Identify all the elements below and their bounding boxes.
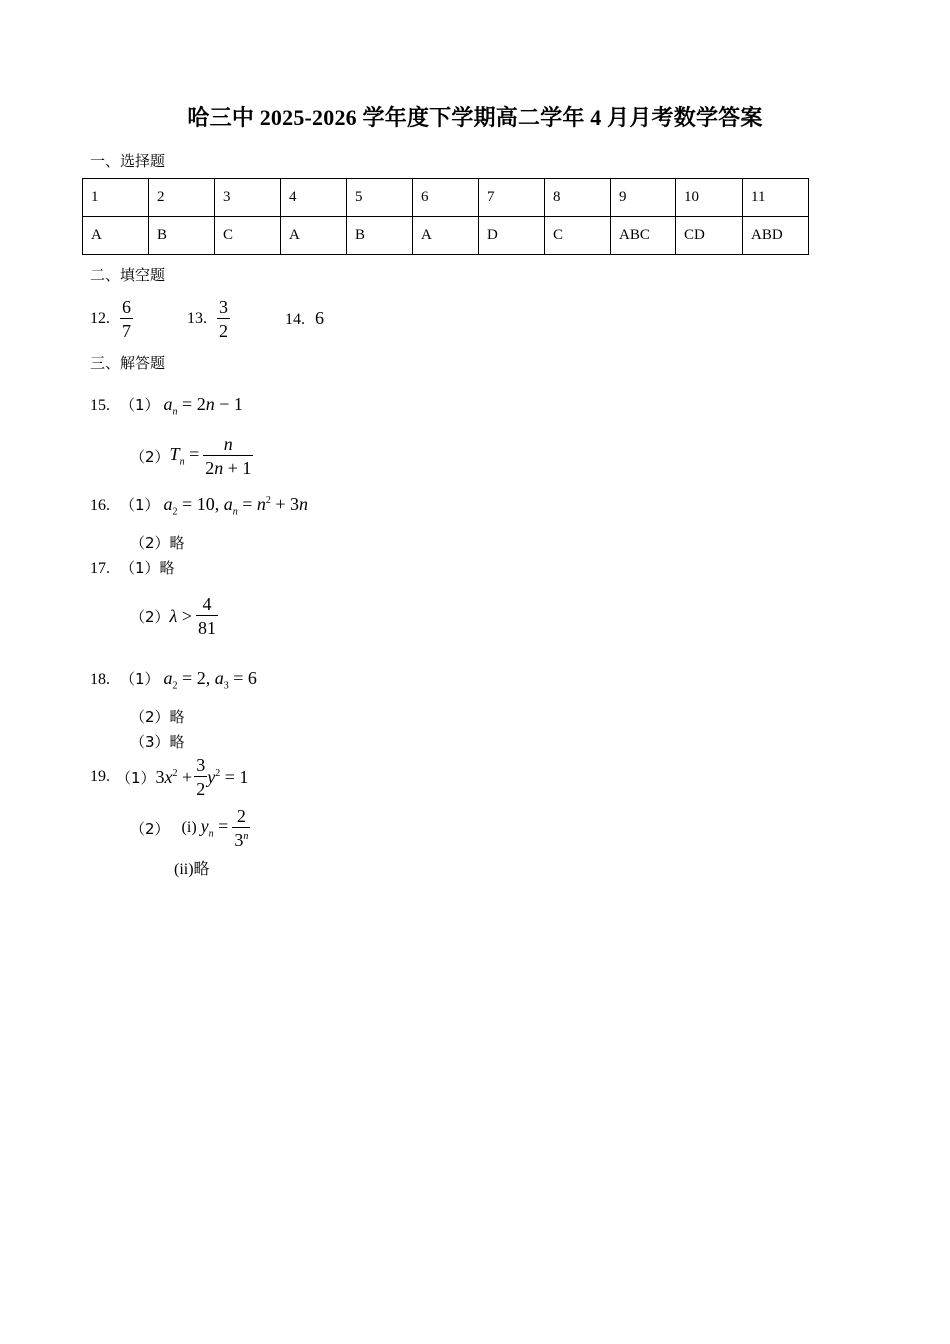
section-heading-fill: 二、填空题	[90, 266, 166, 284]
answer-16-part1	[90, 494, 308, 518]
numerator: 2	[236, 806, 246, 826]
table-row-answers	[83, 217, 809, 255]
part-label: （1）略	[120, 559, 175, 577]
part-label: （1）	[120, 670, 160, 688]
table-cell: C	[545, 217, 611, 255]
formula-lambda: λ >	[169, 605, 192, 626]
denominator: 7	[120, 318, 133, 340]
part-label: （2）	[130, 447, 170, 466]
table-cell: A	[281, 217, 347, 255]
table-row-numbers	[83, 179, 809, 217]
page-title: 哈三中 2025-2026 学年度下学期高二学年 4 月月考数学答案	[187, 105, 763, 130]
table-cell: A	[413, 217, 479, 255]
answer-19-part1	[90, 753, 248, 801]
table-cell: 9	[611, 179, 676, 217]
table-cell: 2	[149, 179, 215, 217]
question-number: 16.	[90, 497, 110, 514]
section-heading-solve: 三、解答题	[90, 354, 166, 372]
table-cell: B	[347, 217, 413, 255]
table-cell: 8	[545, 179, 611, 217]
fraction	[203, 435, 253, 477]
table-cell: 11	[743, 179, 809, 217]
answer-18-part1	[90, 668, 257, 692]
answer-18-part2: （2）略	[130, 708, 185, 726]
part-label: （1）	[120, 496, 160, 514]
answer-17-part2	[130, 592, 218, 640]
numerator: 6	[122, 297, 131, 317]
answer-17-part1	[90, 557, 175, 578]
question-number: 19.	[90, 768, 110, 785]
denominator: 81	[196, 615, 218, 637]
answer-15-part1	[90, 394, 243, 418]
answer-16-part2: （2）略	[130, 534, 185, 552]
formula-ellipse: $3x^2$ +	[155, 766, 193, 787]
fraction	[232, 807, 250, 849]
table-cell: 3	[215, 179, 281, 217]
denominator: 2	[217, 318, 230, 340]
question-number: 18.	[90, 671, 110, 688]
table-cell: 5	[347, 179, 413, 217]
table-cell: ABC	[611, 217, 676, 255]
fraction	[120, 298, 133, 340]
table-cell: 4	[281, 179, 347, 217]
question-number: 14.	[285, 311, 305, 328]
numerator: 3	[219, 297, 228, 317]
table-cell: 1	[83, 179, 149, 217]
answer-19-part2	[130, 804, 250, 852]
table-cell: D	[479, 217, 545, 255]
answer-14	[285, 308, 324, 329]
answer-15-part2	[130, 432, 253, 480]
fraction	[217, 298, 230, 340]
table-cell: A	[83, 217, 149, 255]
subpart-label: (i)	[181, 819, 197, 836]
formula-yn: $y_n$ =	[200, 816, 229, 840]
answer-13	[187, 296, 230, 342]
table-cell: CD	[676, 217, 743, 255]
numerator: n	[223, 434, 233, 454]
table-cell: ABD	[743, 217, 809, 255]
question-number: 12.	[90, 310, 110, 327]
numerator: 3	[196, 755, 206, 775]
denominator: 2	[194, 776, 207, 798]
table-cell: B	[149, 217, 215, 255]
numerator: 4	[202, 594, 212, 614]
table-cell: 7	[479, 179, 545, 217]
denominator: 3$^n$	[232, 827, 250, 849]
question-number: 15.	[90, 397, 110, 414]
table-cell: C	[215, 217, 281, 255]
fraction	[196, 595, 218, 637]
part-label: （1）	[120, 396, 160, 414]
formula-a2-an: $a_2 = 10$, $a_n = n^2 + 3n$	[163, 494, 309, 518]
formula-an: $a_n = 2n - 1$	[163, 394, 243, 418]
question-number: 17.	[90, 560, 110, 577]
fraction	[194, 756, 207, 798]
table-cell: 10	[676, 179, 743, 217]
question-number: 13.	[187, 310, 207, 327]
choice-answer-table	[82, 178, 809, 255]
answer-19-subpart-ii: (ii)略	[174, 861, 210, 878]
formula-tn: $T_n$ =	[169, 444, 200, 468]
part-label: （1）	[116, 768, 156, 787]
formula-a2-a3: $a_2 = 2$, $a_3 = 6$	[163, 668, 257, 692]
part-label: （2）	[130, 819, 170, 838]
denominator: 2n + 1	[203, 455, 253, 477]
table-cell: 6	[413, 179, 479, 217]
section-heading-choice: 一、选择题	[90, 152, 166, 170]
formula-ellipse-rest: $y^2 = 1$	[207, 766, 249, 787]
answer-12	[90, 296, 133, 342]
part-label: （2）	[130, 607, 170, 626]
answer-value: 6	[315, 308, 324, 328]
answer-18-part3: （3）略	[130, 733, 185, 751]
